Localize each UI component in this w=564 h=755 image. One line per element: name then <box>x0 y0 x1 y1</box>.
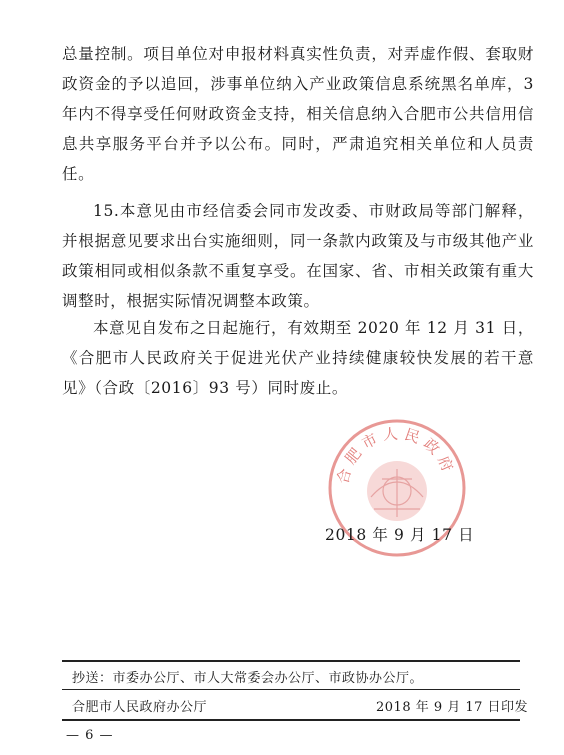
issuing-office: 合肥市人民政府办公厅 <box>72 700 208 715</box>
footer-rule-middle <box>62 689 520 690</box>
seal-text: 合肥市人民政府 <box>335 426 457 486</box>
footer-rule-top <box>62 660 520 662</box>
footer-rule-bottom <box>62 719 520 721</box>
signature-date: 2018 年 9 月 17 日 <box>325 526 475 544</box>
paragraph-effective-date: 本意见自发布之日起施行，有效期至 2020 年 12 月 31 日，《合肥市人民政府关于促进光伏产业持续健康较快发展的若干意见》（合政〔2016〕93 号）同时废止。 <box>62 319 534 397</box>
print-date: 2018 年 9 月 17 日印发 <box>376 700 529 715</box>
paragraph-accountability: 总量控制。项目单位对申报材料真实性负责，对弄虚作假、套取财政资金的予以追回，涉事单位纳入产业政策信息系统黑名单库，3 年内不得享受任何财政资金支持，相关信息纳入合肥市公共信用信息共享服务平台并予以公布。同时，严肃追究相关单位和人员责任。 <box>62 45 534 183</box>
cc-list: 抄送：市委办公厅、市人大常委会办公厅、市政协办公厅。 <box>72 671 424 686</box>
page-number: — 6 — <box>66 728 114 743</box>
paragraph-interpretation: 15.本意见由市经信委会同市发改委、市财政局等部门解释，并根据意见要求出台实施细则，同一条款内政策及与市级其他产业政策相同或相似条款不重复享受。在国家、省、市相关政策有重大调整时，根据实际情况调整本政策。 <box>62 202 534 310</box>
